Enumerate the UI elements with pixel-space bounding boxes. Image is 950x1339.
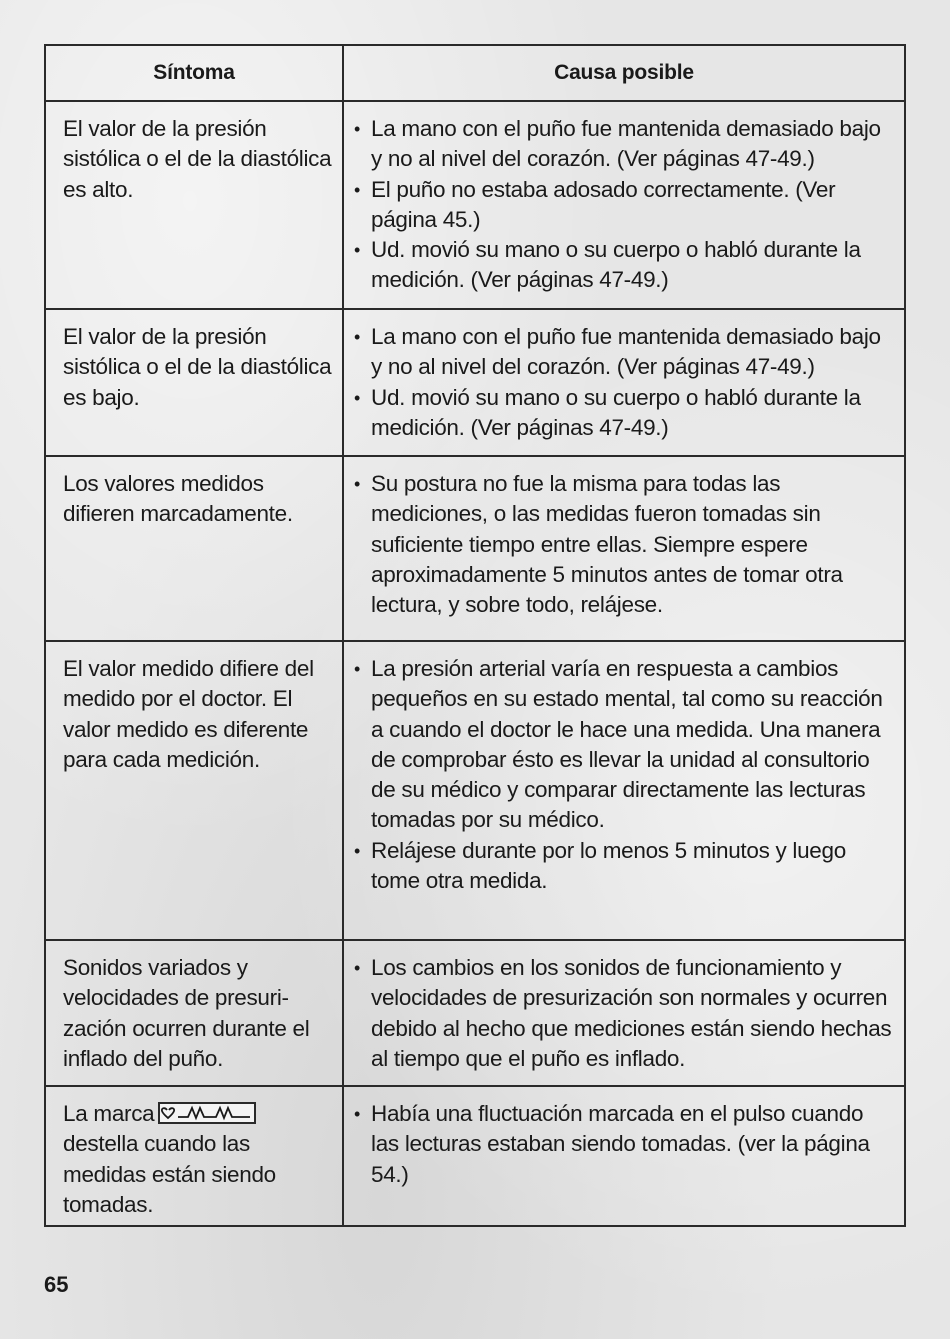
bullet-icon: • — [354, 327, 361, 347]
bullet-icon: • — [354, 659, 361, 679]
symptom-cell: Los valores medidos difieren marcadamente. — [45, 456, 343, 641]
cause-list — [352, 114, 894, 296]
table-row — [45, 309, 905, 456]
cause-list — [352, 322, 894, 443]
symptom-cell: El valor de la presión sistólica o el de la diastólica es alto. — [45, 101, 343, 309]
table-header-row — [45, 45, 905, 101]
irregular-heartbeat-icon — [158, 1102, 256, 1124]
symptom-header: Síntoma — [45, 45, 343, 101]
bullet-icon: • — [354, 240, 361, 261]
symptom-cell: El valor medido difiere del medido por el doctor. El valor medido es diferente para cada medición. — [45, 641, 343, 940]
cause-item: • La presión arterial varía en respuesta a cambios pequeños en su estado mental, tal como su reacción a cuando el doctor le hace una medida. Una manera de comprobar ésto es llevar la unidad al consultorio de su médico y comparar directamente las lecturas tomadas por su médico. — [354, 656, 883, 833]
cause-item: • Había una fluctuación marcada en el pulso cuando las lecturas estaban siendo tomadas. (ver la página 54.) — [354, 1101, 870, 1187]
bullet-icon: • — [354, 840, 361, 861]
symptom-cell: El valor de la presión sistólica o el de la diastólica es bajo. — [45, 309, 343, 456]
cause-cell — [343, 456, 905, 641]
cause-cell — [343, 940, 905, 1086]
cause-cell — [343, 309, 905, 456]
cause-item: • Relájese durante por lo menos 5 minutos y luego tome otra medida. — [354, 837, 846, 894]
cause-item: • Ud. movió su mano o su cuerpo o habló durante la medición. (Ver páginas 47-49.) — [354, 384, 861, 440]
cause-item: • El puño no estaba adosado correctamente. (Ver página 45.) — [354, 176, 836, 232]
table-row — [45, 456, 905, 641]
table-row — [45, 641, 905, 940]
bullet-icon: • — [354, 387, 361, 408]
cause-list — [352, 654, 894, 896]
cause-item: • Ud. movió su mano o su cuerpo o habló durante la medición. (Ver páginas 47-49.) — [354, 237, 861, 293]
bullet-icon: • — [354, 474, 361, 494]
cause-list — [352, 1099, 894, 1190]
symptom-text-after: destella cuando las medidas están siendo tomadas. — [63, 1131, 276, 1217]
bullet-icon: • — [354, 958, 361, 978]
cause-item: • La mano con el puño fue mantenida demasiado bajo y no al nivel del corazón. (Ver páginas 47-49.) — [354, 116, 881, 172]
page-number: 65 — [44, 1272, 69, 1297]
table-row — [45, 101, 905, 309]
table-row — [45, 1086, 905, 1226]
cause-header: Causa posible — [343, 45, 905, 101]
cause-cell — [343, 101, 905, 309]
symptom-cell: Sonidos variados y velocidades de presuri-zación ocurren durante el inflado del puño. — [45, 940, 343, 1086]
symptom-text-before: La marca — [63, 1101, 155, 1126]
cause-item: • Su postura no fue la misma para todas las mediciones, o las medidas fueron tomadas sin suficiente tiempo entre ellas. Siempre espere aproximadamente 5 minutos antes de tomar otra lectura, y sobre todo, relájese. — [354, 471, 843, 618]
bullet-icon: • — [354, 179, 361, 200]
cause-item: • Los cambios en los sonidos de funcionamiento y velocidades de presurización son normales y ocurren debido al hecho que mediciones están siendo hechas al tiempo que el puño es inflado. — [354, 955, 892, 1071]
cause-cell — [343, 641, 905, 940]
cause-cell — [343, 1086, 905, 1226]
cause-list — [352, 469, 894, 620]
table-row — [45, 940, 905, 1086]
symptom-cell — [45, 1086, 343, 1226]
cause-item: • La mano con el puño fue mantenida demasiado bajo y no al nivel del corazón. (Ver páginas 47-49.) — [354, 324, 881, 380]
troubleshooting-table — [44, 44, 906, 1227]
cause-list — [352, 953, 894, 1074]
bullet-icon: • — [354, 119, 361, 139]
bullet-icon: • — [354, 1104, 361, 1124]
